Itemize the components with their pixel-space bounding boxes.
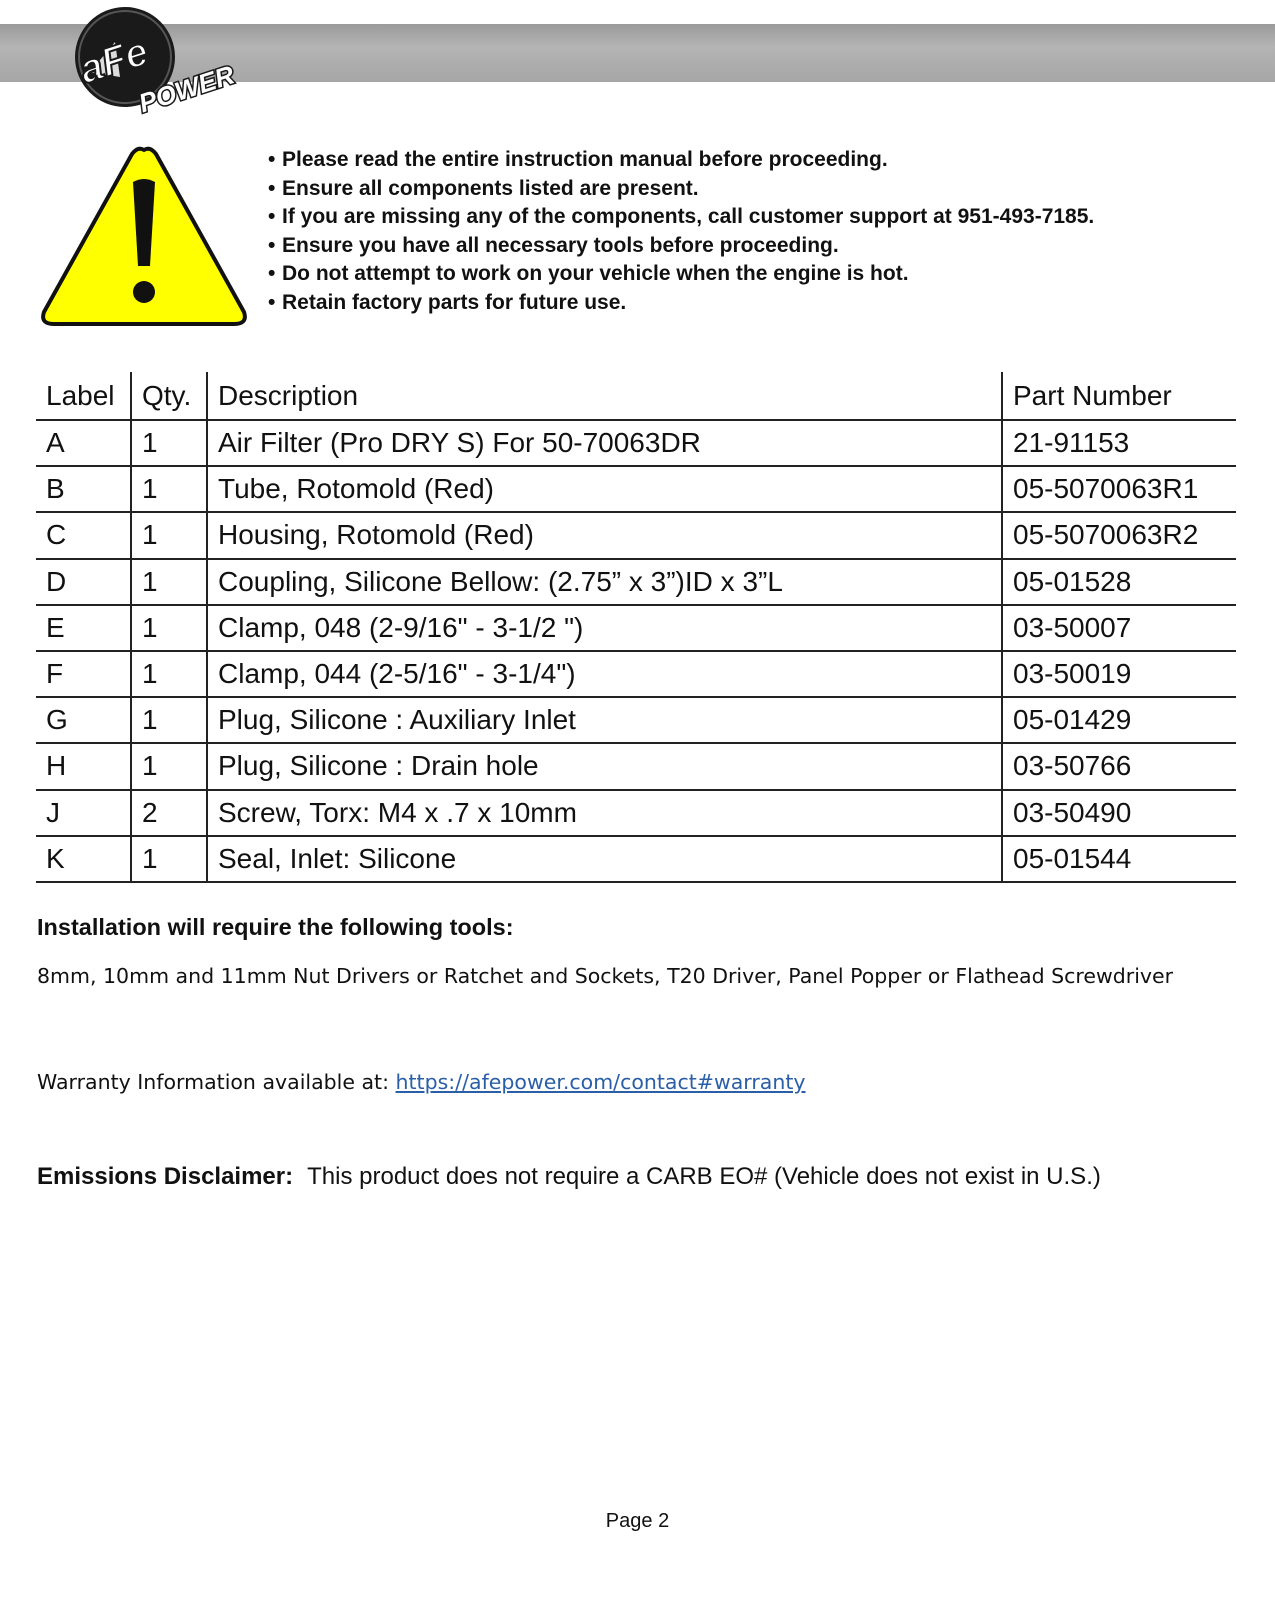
cell-part-number: 05-5070063R1: [1002, 466, 1236, 512]
cell-description: Seal, Inlet: Silicone: [207, 836, 1002, 882]
page-number: Page 2: [605, 1510, 670, 1532]
table-row: [36, 697, 1236, 743]
cell-description: Plug, Silicone : Auxiliary Inlet: [207, 697, 1002, 743]
cell-description: Coupling, Silicone Bellow: (2.75” x 3”)ID x 3”L: [207, 559, 1002, 605]
cell-qty: 1: [131, 697, 207, 743]
table-row: [36, 512, 1236, 558]
table-row: [36, 466, 1236, 512]
notice-list: [268, 146, 1094, 317]
cell-label: E: [36, 605, 131, 651]
cell-label: K: [36, 836, 131, 882]
cell-qty: 1: [131, 420, 207, 466]
afe-power-logo: [70, 2, 260, 122]
cell-label: J: [36, 790, 131, 836]
cell-label: B: [36, 466, 131, 512]
cell-description: Clamp, 048 (2-9/16" - 3-1/2 "): [207, 605, 1002, 651]
notice-item: • If you are missing any of the components, call customer support at 951-493-7185.: [268, 205, 1095, 228]
cell-label: G: [36, 697, 131, 743]
cell-description: Tube, Rotomold (Red): [207, 466, 1002, 512]
cell-label: C: [36, 512, 131, 558]
tools-heading: Installation will require the following tools:: [37, 914, 514, 940]
cell-qty: 1: [131, 836, 207, 882]
cell-description: Housing, Rotomold (Red): [207, 512, 1002, 558]
cell-qty: 1: [131, 466, 207, 512]
logo-text-top: aFe: [74, 29, 154, 93]
cell-qty: 1: [131, 743, 207, 789]
notice-item: • Do not attempt to work on your vehicle when the engine is hot.: [268, 262, 909, 285]
warranty-link[interactable]: https://afepower.com/contact#warranty: [395, 1070, 806, 1094]
header-part-number: Part Number: [1002, 372, 1236, 420]
warranty-label: Warranty Information available at:: [37, 1070, 389, 1094]
cell-part-number: 03-50019: [1002, 651, 1236, 697]
notice-item: • Please read the entire instruction manual before proceeding.: [268, 148, 888, 171]
cell-description: Clamp, 044 (2-5/16" - 3-1/4"): [207, 651, 1002, 697]
cell-part-number: 05-01544: [1002, 836, 1236, 882]
warranty-line: [37, 1070, 806, 1094]
cell-description: Plug, Silicone : Drain hole: [207, 743, 1002, 789]
warning-triangle-icon: [36, 142, 252, 332]
cell-part-number: 21-91153: [1002, 420, 1236, 466]
emissions-disclaimer: [37, 1163, 1101, 1191]
table-row: [36, 790, 1236, 836]
table-row: [36, 836, 1236, 882]
table-header-row: [36, 372, 1236, 420]
notice-item: • Ensure all components listed are present.: [268, 176, 699, 200]
cell-label: H: [36, 743, 131, 789]
emissions-label: Emissions Disclaimer:: [37, 1163, 294, 1190]
cell-qty: 1: [131, 605, 207, 651]
cell-part-number: 03-50007: [1002, 605, 1236, 651]
cell-qty: 1: [131, 651, 207, 697]
table-row: [36, 743, 1236, 789]
table-row: [36, 651, 1236, 697]
header-qty: Qty.: [131, 372, 207, 420]
tools-list-text: 8mm, 10mm and 11mm Nut Drivers or Ratchet and Sockets, T20 Driver, Panel Popper or Flathead Screwdriver: [37, 964, 1174, 988]
logo-text-bottom: POWER: [135, 59, 238, 119]
cell-part-number: 03-50490: [1002, 790, 1236, 836]
cell-part-number: 03-50766: [1002, 743, 1236, 789]
header-label: Label: [36, 372, 131, 420]
cell-label: A: [36, 420, 131, 466]
header-description: Description: [207, 372, 1002, 420]
table-row: [36, 420, 1236, 466]
cell-qty: 1: [131, 512, 207, 558]
notice-item: • Ensure you have all necessary tools before proceeding.: [268, 233, 839, 257]
cell-part-number: 05-01528: [1002, 559, 1236, 605]
cell-label: F: [36, 651, 131, 697]
cell-part-number: 05-5070063R2: [1002, 512, 1236, 558]
cell-description: Screw, Torx: M4 x .7 x 10mm: [207, 790, 1002, 836]
table-row: [36, 559, 1236, 605]
emissions-text: This product does not require a CARB EO# (Vehicle does not exist in U.S.): [307, 1163, 1101, 1190]
cell-label: D: [36, 559, 131, 605]
cell-qty: 1: [131, 559, 207, 605]
cell-description: Air Filter (Pro DRY S) For 50-70063DR: [207, 420, 1002, 466]
parts-table: [36, 372, 1236, 883]
table-row: [36, 605, 1236, 651]
notice-item: • Retain factory parts for future use.: [268, 290, 627, 314]
cell-part-number: 05-01429: [1002, 697, 1236, 743]
cell-qty: 2: [131, 790, 207, 836]
